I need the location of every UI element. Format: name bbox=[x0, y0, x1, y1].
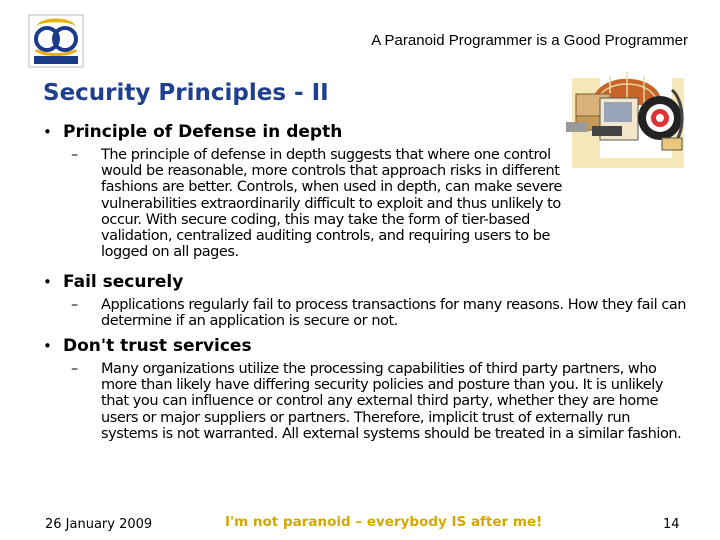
bullet-heading-defense-in-depth bbox=[43, 122, 342, 142]
bullet-heading-fail-securely bbox=[43, 272, 183, 292]
bullet-heading-text: Fail securely bbox=[63, 272, 184, 292]
slide-title: Security Principles - II bbox=[43, 80, 329, 106]
footer-date: 26 January 2009 bbox=[45, 517, 153, 532]
bullet-dot: • bbox=[43, 123, 52, 141]
bullet-heading-text: Principle of Defense in depth bbox=[63, 122, 343, 142]
bullet-heading-dont-trust-services bbox=[43, 336, 252, 356]
sub-point-defense-in-depth: – The principle of defense in depth suggests that where one control would be reasonable, more controls that approach risks in different fashions are better. Controls, when used in depth, can make severe vulnerabilities extraordinarily difficult to exploit and thus unlikely to occur. With secure coding, this may take the form of tier-based validation, centralized auditing controls, and requiring users to be logged on all pages. bbox=[71, 147, 591, 260]
page-number: 14 bbox=[663, 517, 680, 532]
company-logo bbox=[28, 14, 84, 68]
header-tagline: A Paranoid Programmer is a Good Programmer bbox=[371, 32, 688, 49]
bullet-heading-text: Don't trust services bbox=[63, 336, 252, 356]
sub-point-fail-securely: – Applications regularly fail to process transactions for many reasons. How they fail can determine if an application is secure or not. bbox=[71, 297, 689, 329]
footer-tagline: I'm not paranoid – everybody IS after me! bbox=[225, 514, 543, 530]
bullet-dot: • bbox=[43, 273, 52, 291]
sub-point-text: The principle of defense in depth suggests that where one control would be reasonable, more controls that approach risks in different fashions are better. Controls, when used in depth, can make severe vulnerabilities extraordinarily difficult to exploit and thus unlikely to occur. With secure coding, this may take the form of tier-based validation, centralized auditing controls, and requiring users to be logged on all pages. bbox=[101, 147, 562, 261]
bullet-dot: • bbox=[43, 337, 52, 355]
sub-point-text: Applications regularly fail to process transactions for many reasons. How they fail can determine if an application is secure or not. bbox=[101, 297, 687, 330]
sub-point-dont-trust-services: – Many organizations utilize the processing capabilities of third party partners, who more than likely have differing security policies and posture than you. It is unlikely that you can influence or control any external third party, whether they are home users or major suppliers or partners. Therefore, implicit trust of externally run systems is not warranted. All external systems should be treated in a similar fashion. bbox=[71, 361, 689, 442]
sub-point-text: Many organizations utilize the processing capabilities of third party partners, who more than likely have differing security policies and posture than you. It is unlikely that you can influence or control any external third party, whether they are home users or major suppliers or partners. Therefore, implicit trust of externally run systems is not warranted. All external systems should be treated in a similar fashion. bbox=[101, 361, 682, 442]
